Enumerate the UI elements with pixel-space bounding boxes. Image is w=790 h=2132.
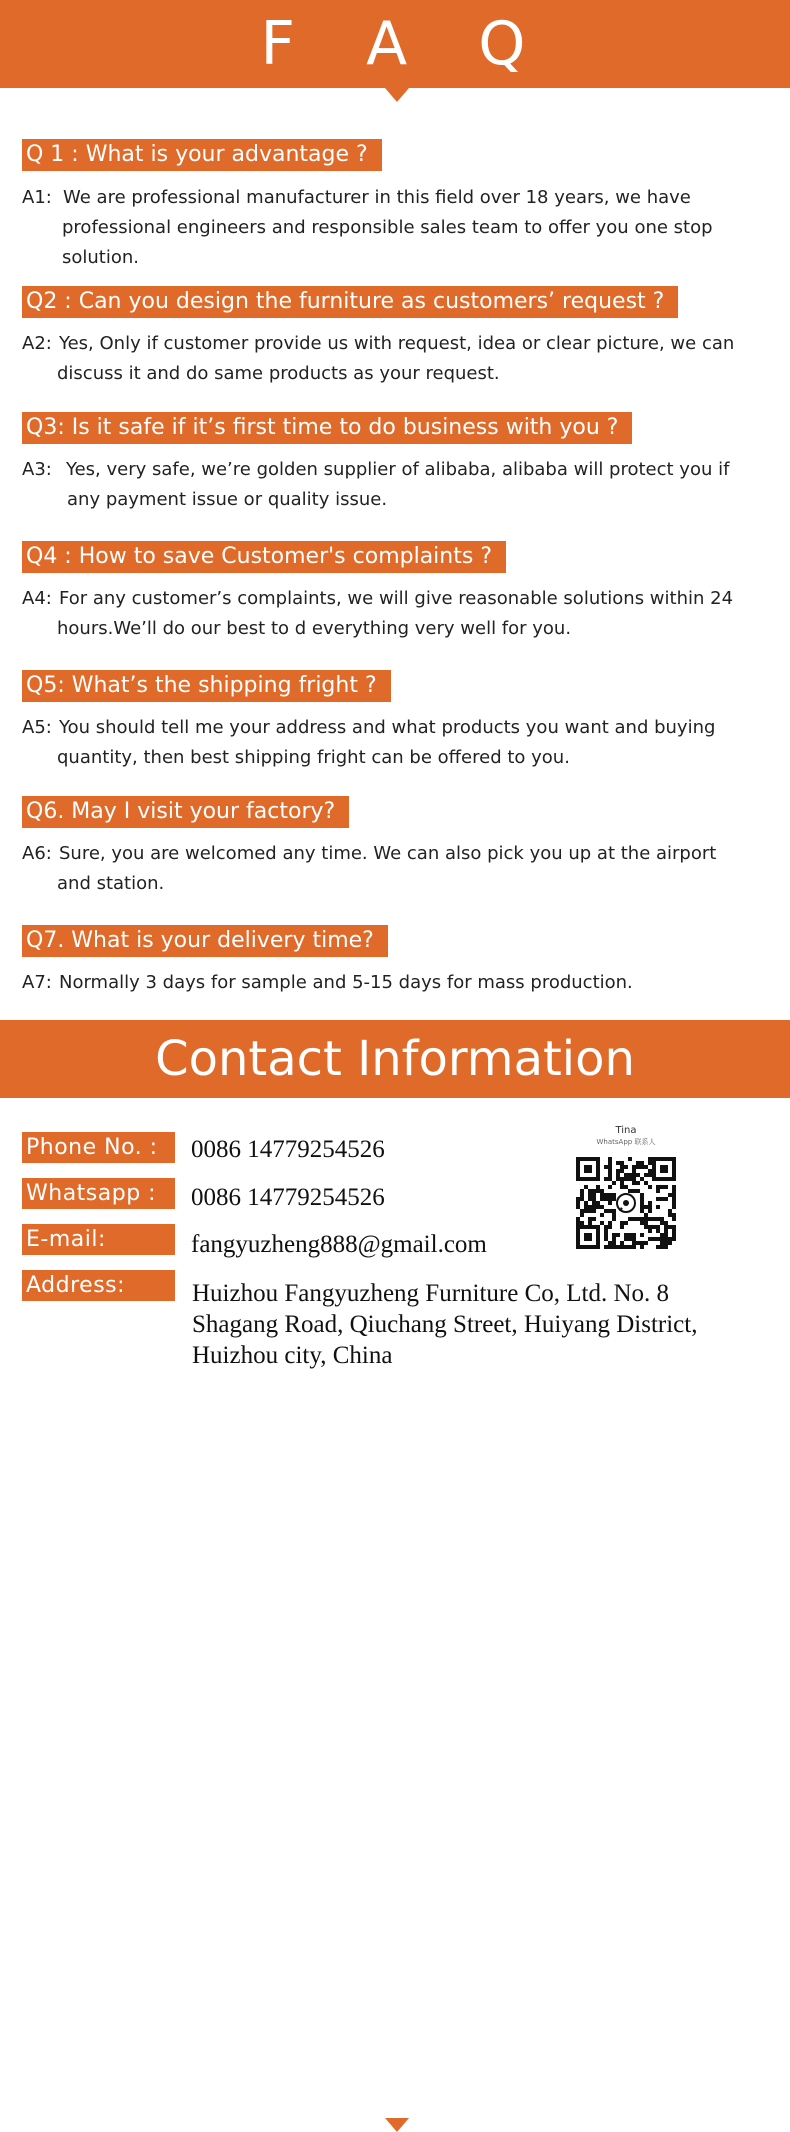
address-value — [192, 1278, 762, 1371]
address-label: Address: — [22, 1270, 175, 1301]
answer-text: Yes, Only if customer provide us with request, idea or clear picture, we can — [59, 333, 735, 354]
answer-label: A5: — [22, 717, 52, 738]
qr-contact-name: Tina — [615, 1125, 637, 1136]
answer-5 — [22, 713, 774, 773]
address-line: Huizhou Fangyuzheng Furniture Co, Ltd. No. 8 — [192, 1280, 670, 1307]
whatsapp-qr-card — [574, 1125, 678, 1251]
phone-label: Phone No. : — [22, 1132, 175, 1163]
faq-banner — [0, 0, 790, 88]
answer-text: quantity, then best shipping fright can be offered to you. — [57, 747, 570, 768]
question-3: Q3: Is it safe if it’s first time to do business with you ? — [22, 412, 632, 444]
question-7: Q7. What is your delivery time? — [22, 925, 388, 957]
answer-label: A3: — [22, 459, 52, 480]
answer-text: any payment issue or quality issue. — [67, 489, 388, 510]
whatsapp-qr-code-icon — [574, 1155, 678, 1251]
address-line: Huizhou city, China — [192, 1342, 393, 1369]
phone-value: 0086 14779254526 — [191, 1136, 385, 1163]
answer-text: You should tell me your address and what products you want and buying — [59, 717, 716, 738]
answer-text: We are professional manufacturer in this field over 18 years, we have — [63, 187, 691, 208]
answer-2 — [22, 329, 774, 389]
answer-text: hours.We’ll do our best to d everything very well for you. — [57, 618, 572, 639]
answer-label: A2: — [22, 333, 52, 354]
answer-1 — [22, 183, 774, 273]
answer-text: Sure, you are welcomed any time. We can also pick you up at the airport — [59, 843, 717, 864]
answer-text: discuss it and do same products as your request. — [57, 363, 500, 384]
answer-label: A1: — [22, 187, 52, 208]
answer-label: A7: — [22, 972, 52, 993]
answer-text: Normally 3 days for sample and 5-15 days for mass production. — [59, 972, 633, 993]
faq-title: F A Q — [260, 9, 552, 79]
whatsapp-value: 0086 14779254526 — [191, 1184, 385, 1211]
answer-text: For any customer’s complaints, we will give reasonable solutions within 24 — [59, 588, 734, 609]
email-value: fangyuzheng888@gmail.com — [191, 1231, 487, 1258]
answer-4 — [22, 584, 774, 644]
faq-banner-pointer — [385, 88, 409, 102]
contact-banner — [0, 1020, 790, 1098]
answer-label: A6: — [22, 843, 52, 864]
contact-banner-pointer — [385, 2118, 409, 2132]
question-5: Q5: What’s the shipping fright ? — [22, 670, 391, 702]
qr-caption: WhatsApp 联系人 — [596, 1138, 656, 1146]
answer-label: A4: — [22, 588, 52, 609]
answer-7 — [22, 968, 774, 998]
answer-3 — [22, 455, 774, 515]
answer-6 — [22, 839, 774, 899]
answer-text: Yes, very safe, we’re golden supplier of alibaba, alibaba will protect you if — [66, 459, 730, 480]
question-2: Q2 : Can you design the furniture as customers’ request ? — [22, 286, 678, 318]
whatsapp-label: Whatsapp : — [22, 1178, 175, 1209]
answer-text: solution. — [62, 247, 140, 268]
answer-text: and station. — [57, 873, 165, 894]
email-label: E-mail: — [22, 1224, 175, 1255]
question-4: Q4 : How to save Customer's complaints ? — [22, 541, 506, 573]
question-1: Q 1 : What is your advantage ? — [22, 139, 382, 171]
answer-text: professional engineers and responsible sales team to offer you one stop — [62, 217, 713, 238]
address-line: Shagang Road, Qiuchang Street, Huiyang District, — [192, 1311, 698, 1338]
question-6: Q6. May I visit your factory? — [22, 796, 349, 828]
contact-title: Contact Information — [155, 1031, 635, 1087]
